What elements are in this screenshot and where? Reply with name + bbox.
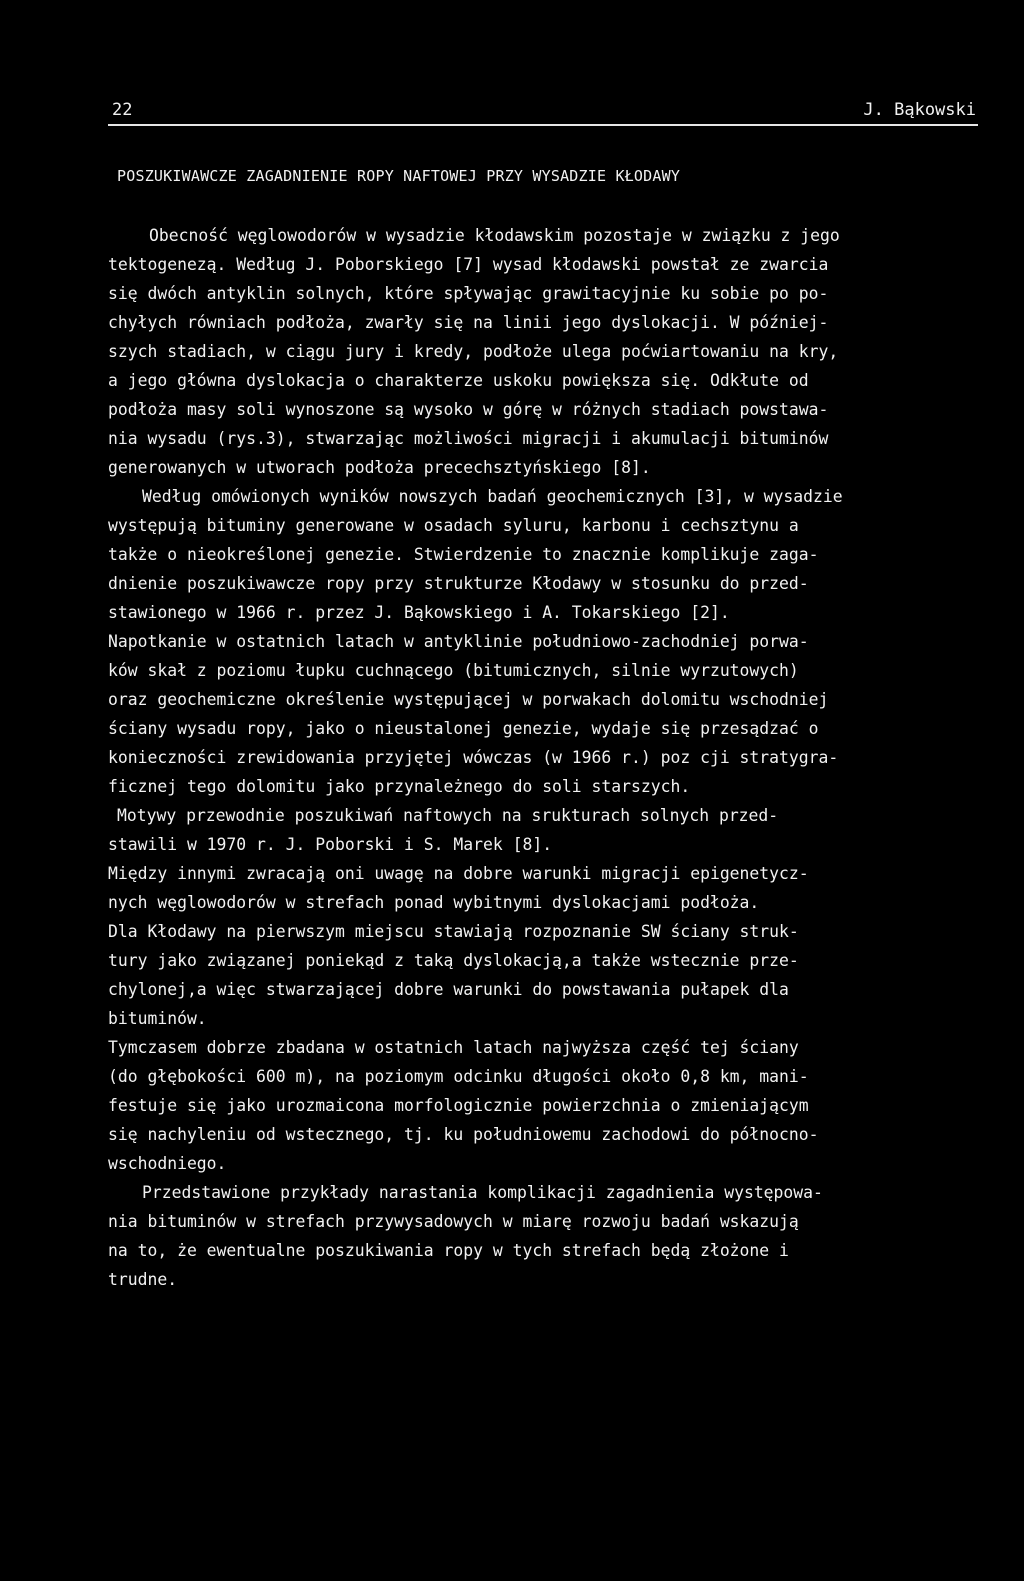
text-line: ściany wysadu ropy, jako o nieustalonej genezie, wydaje się przesądzać o [108, 719, 819, 738]
text-line: podłoża masy soli wynoszone są wysoko w górę w różnych stadiach powstawa- [108, 400, 829, 419]
text-line: trudne. [108, 1270, 178, 1289]
text-line: tektogenezą. Według J. Poborskiego [7] wysad kłodawski powstał ze zwarcia [108, 255, 829, 274]
text-line: Według omówionych wyników nowszych badań geochemicznych [3], w wysadzie [142, 487, 843, 506]
text-line: festuje się jako urozmaicona morfologicznie powierzchnia o zmieniającym [108, 1096, 809, 1115]
section-title: POSZUKIWAWCZE ZAGADNIENIE ROPY NAFTOWEJ PRZY WYSADZIE KŁODAWY [117, 167, 681, 185]
text-line: Przedstawione przykłady narastania komplikacji zagadnienia występowa- [142, 1183, 823, 1202]
text-line: stawili w 1970 r. J. Poborski i S. Marek [8]. [108, 835, 553, 854]
text-line: chylonej,a więc stwarzającej dobre warunki do powstawania pułapek dla [108, 980, 789, 999]
text-line: Między innymi zwracają oni uwagę na dobre warunki migracji epigenetycz- [108, 864, 809, 883]
text-line: tury jako związanej poniekąd z taką dyslokacją,a także wstecznie prze- [108, 951, 799, 970]
text-line: występują bituminy generowane w osadach syluru, karbonu i cechsztynu a [108, 516, 799, 535]
text-line: nia bituminów w strefach przywysadowych w miarę rozwoju badań wskazują [108, 1212, 799, 1231]
text-line: Motywy przewodnie poszukiwań naftowych na srukturach solnych przed- [117, 806, 779, 825]
text-line: a jego główna dyslokacja o charakterze uskoku powiększa się. Odkłute od [108, 371, 809, 390]
text-line: Dla Kłodawy na pierwszym miejscu stawiają rozpoznanie SW ściany struk- [108, 922, 799, 941]
text-line: ków skał z poziomu łupku cuchnącego (bitumicznych, silnie wyrzutowych) [108, 661, 799, 680]
text-line: (do głębokości 600 m), na poziomym odcinku długości około 0,8 km, mani- [108, 1067, 809, 1086]
text-line: na to, że ewentualne poszukiwania ropy w tych strefach będą złożone i [108, 1241, 789, 1260]
page-number: 22 [112, 100, 133, 120]
text-line: wschodniego. [108, 1154, 227, 1173]
text-line: Obecność węglowodorów w wysadzie kłodawskim pozostaje w związku z jego [149, 226, 840, 245]
page-header [108, 98, 978, 126]
text-line: stawionego w 1966 r. przez J. Bąkowskiego i A. Tokarskiego [2]. [108, 603, 730, 622]
text-line: oraz geochemiczne określenie występującej w porwakach dolomitu wschodniej [108, 690, 829, 709]
text-line: się dwóch antyklin solnych, które spływając grawitacyjnie ku sobie po po- [108, 284, 829, 303]
text-line: generowanych w utworach podłoża precechsztyńskiego [8]. [108, 458, 651, 477]
text-line: nych węglowodorów w strefach ponad wybitnymi dyslokacjami podłoża. [108, 893, 760, 912]
text-line: ficznej tego dolomitu jako przynależnego do soli starszych. [108, 777, 691, 796]
text-line: bituminów. [108, 1009, 207, 1028]
text-line: chyłych równiach podłoża, zwarły się na linii jego dyslokacji. W później- [108, 313, 829, 332]
running-head: J. Bąkowski [863, 100, 976, 120]
text-line: szych stadiach, w ciągu jury i kredy, podłoże ulega poćwiartowaniu na kry, [108, 342, 839, 361]
text-line: Tymczasem dobrze zbadana w ostatnich latach najwyższa część tej ściany [108, 1038, 799, 1057]
text-line: dnienie poszukiwawcze ropy przy strukturze Kłodawy w stosunku do przed- [108, 574, 809, 593]
text-line: się nachyleniu od wstecznego, tj. ku południowemu zachodowi do północno- [108, 1125, 819, 1144]
text-line: Napotkanie w ostatnich latach w antyklinie południowo-zachodniej porwa- [108, 632, 809, 651]
text-line: także o nieokreślonej genezie. Stwierdzenie to znacznie komplikuje zaga- [108, 545, 819, 564]
text-line: nia wysadu (rys.3), stwarzając możliwości migracji i akumulacji bituminów [108, 429, 829, 448]
text-line: konieczności zrewidowania przyjętej wówczas (w 1966 r.) poz cji stratygra- [108, 748, 839, 767]
